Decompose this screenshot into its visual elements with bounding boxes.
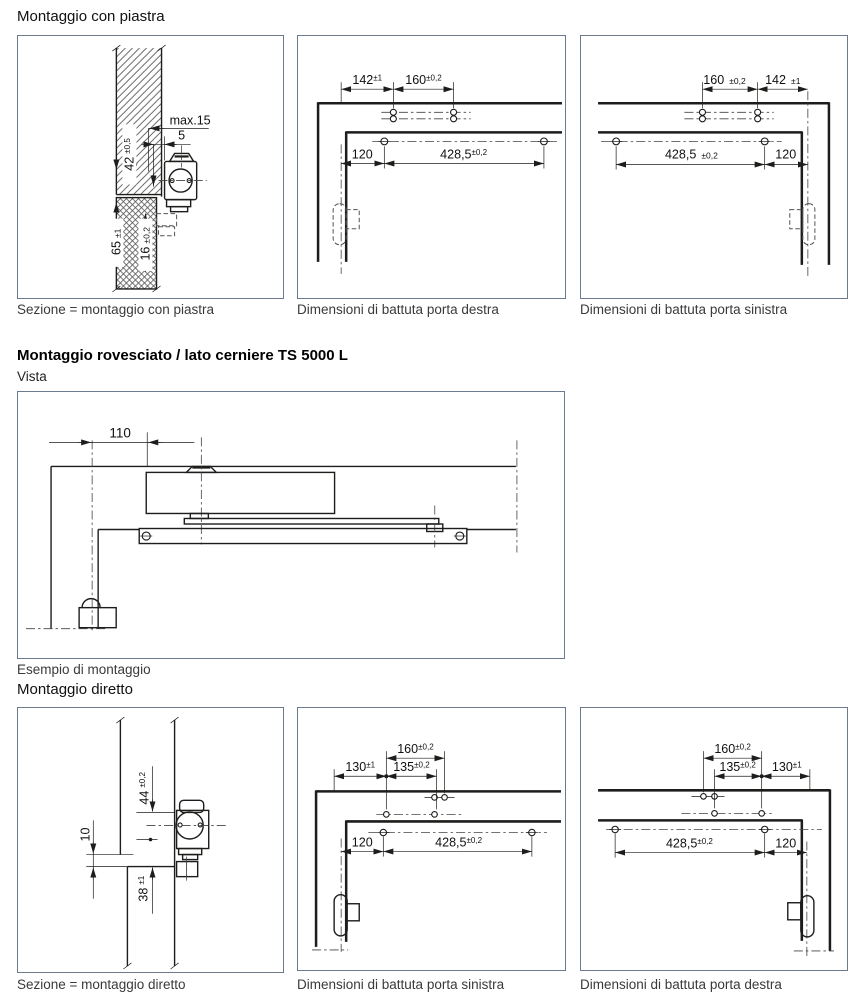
dim-160-tol: ±0,2 (426, 73, 442, 83)
section2-subtitle: Vista (17, 369, 47, 384)
dim-label-135 (719, 760, 756, 774)
dim-4285-tol: ±0,2 (701, 150, 718, 161)
door-lines (86, 717, 178, 969)
dim-label-142 (765, 73, 801, 87)
dim-label-120: 120 (351, 835, 373, 850)
dimension-120-428 (341, 836, 532, 857)
dimension-428-120 (615, 833, 807, 857)
dim-142-tol: ±1 (373, 73, 383, 83)
dim-130-tol: ±1 (366, 760, 376, 770)
dim-135-tol: ±0,2 (740, 760, 756, 770)
dim-label-4285 (665, 147, 718, 161)
vista-drawing (18, 392, 564, 658)
panel-vista (17, 391, 565, 659)
dim-160-tol: ±0,2 (735, 742, 751, 752)
dim-label-10: 10 (78, 827, 93, 842)
dimension-130-135 (334, 760, 436, 809)
dim-label-160 (703, 73, 746, 87)
dim-38-value: 38 (136, 887, 151, 902)
dim-4285-tol: ±0,2 (466, 836, 483, 846)
dim-4285-tol: ±0,2 (697, 837, 713, 847)
fixing-holes (377, 795, 538, 836)
fixing-holes (378, 109, 550, 145)
dim-135-value: 135 (393, 760, 415, 775)
dim-4285-value: 428,5 (440, 147, 472, 162)
dimension-16 (138, 214, 152, 272)
frame-and-door-lines (598, 102, 829, 265)
dim-142-value: 142 (765, 73, 786, 88)
dimension-38 (135, 868, 152, 914)
dim-142-value: 142 (352, 73, 374, 88)
dim-label-5: 5 (178, 128, 186, 143)
section1-title: Montaggio con piastra (17, 8, 165, 25)
dim-4285-value: 428,5 (435, 835, 467, 850)
dim-160-value: 160 (397, 742, 419, 757)
dim-65-value: 65 (109, 241, 124, 255)
dim-label-4285 (435, 836, 482, 850)
section3-title: Montaggio diretto (17, 681, 133, 698)
dim-label-160 (405, 73, 442, 87)
door-closer-body (136, 800, 228, 880)
diretto-section-drawing (18, 708, 283, 972)
centerlines (341, 112, 557, 274)
caption-diretto-section: Sezione = montaggio diretto (17, 977, 186, 992)
dim-160-value: 160 (703, 73, 725, 88)
dim-160-value: 160 (405, 73, 427, 88)
dim-label-160 (397, 742, 434, 756)
fixing-holes (610, 109, 771, 145)
panel-diretto-destra (580, 707, 848, 971)
dim-130-value: 130 (345, 760, 367, 775)
panel-piastra-section (17, 35, 284, 299)
piastra-section-drawing (18, 36, 283, 298)
panel-diretto-sinistra (297, 707, 566, 971)
dim-label-max15: max.15 (169, 113, 211, 128)
caption-piastra-sinistra: Dimensioni di battuta porta sinistra (580, 302, 788, 317)
dim-4285-value: 428,5 (665, 836, 698, 851)
caption-diretto-sinistra: Dimensioni di battuta porta sinistra (297, 977, 505, 992)
dim-4285-tol: ±0,2 (471, 147, 488, 157)
dim-label-65 (109, 228, 123, 255)
dim-label-130 (345, 760, 375, 774)
dimension-135-130 (715, 760, 810, 808)
diretto-sinistra-drawing (298, 708, 565, 970)
frame-and-door-lines (318, 102, 562, 262)
dimension-44 (135, 764, 152, 811)
door-and-frame (26, 440, 517, 628)
caption-piastra-destra: Dimensioni di battuta porta destra (297, 302, 499, 317)
caption-diretto-destra: Dimensioni di battuta porta destra (580, 977, 782, 992)
dim-142-tol: ±1 (791, 76, 801, 87)
hinge-hidden (333, 204, 359, 245)
panel-piastra-destra (297, 35, 566, 299)
dim-42-tol: ±0,5 (122, 138, 132, 154)
dim-label-142 (352, 73, 382, 87)
caption-piastra-section: Sezione = montaggio con piastra (17, 302, 215, 317)
dim-135-tol: ±0,2 (414, 760, 430, 770)
slide-arm-and-rail (139, 505, 467, 547)
hinge (334, 895, 359, 936)
dim-42-value: 42 (122, 156, 137, 171)
dim-44-value: 44 (137, 790, 152, 805)
diretto-destra-drawing (581, 708, 847, 970)
dim-4285-value: 428,5 (664, 147, 697, 162)
hinge-hidden (790, 204, 815, 245)
dim-label-135 (393, 760, 430, 774)
dim-130-tol: ±1 (792, 760, 802, 770)
dim-label-120: 120 (351, 147, 373, 162)
dim-135-value: 135 (719, 760, 741, 775)
dim-label-4285 (440, 147, 487, 161)
dim-44-tol: ±0,2 (137, 772, 147, 788)
dim-label-110: 110 (109, 425, 131, 441)
dim-65-tol: ±1 (112, 228, 123, 239)
section2-title: Montaggio rovesciato / lato cerniere TS 5000 L (17, 347, 348, 364)
dim-38-tol: ±1 (136, 875, 146, 885)
piastra-sinistra-drawing (581, 36, 847, 298)
wall-hatched (112, 45, 165, 197)
panel-diretto-section (17, 707, 284, 973)
dim-16-value: 16 (138, 246, 153, 261)
dim-160-value: 160 (714, 742, 736, 757)
dim-label-4285 (666, 837, 713, 851)
dimension-10 (78, 820, 93, 898)
dim-label-16 (138, 227, 152, 261)
dimension-110 (49, 425, 194, 466)
piastra-destra-drawing (298, 36, 565, 298)
dim-label-120: 120 (775, 836, 797, 851)
dimension-120-428 (341, 146, 544, 168)
dim-160-tol: ±0,2 (418, 742, 434, 752)
dimension-428-120 (616, 146, 808, 169)
caption-vista: Esempio di montaggio (17, 662, 151, 677)
door-closer-body (157, 145, 207, 235)
dim-label-130 (772, 760, 802, 774)
hinge (788, 896, 814, 937)
dim-160-tol: ±0,2 (729, 76, 746, 87)
dim-label-120: 120 (775, 147, 797, 162)
frame-and-door-lines (316, 790, 561, 947)
dim-130-value: 130 (771, 760, 793, 775)
dim-16-tol: ±0,2 (141, 227, 152, 244)
dim-label-160 (714, 742, 751, 756)
panel-piastra-sinistra (580, 35, 848, 299)
